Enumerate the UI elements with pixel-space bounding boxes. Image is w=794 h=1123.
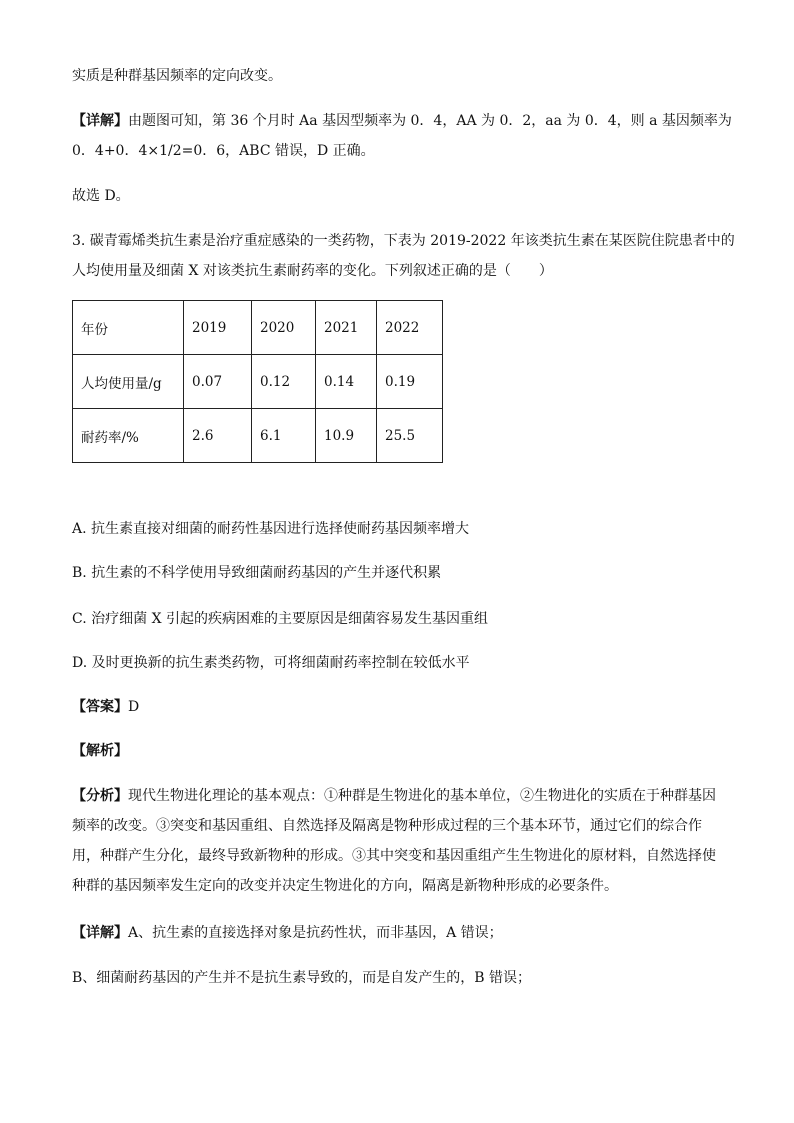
answer-value: D — [128, 699, 140, 715]
table-cell: 2022 — [377, 301, 443, 355]
table-cell: 25.5 — [377, 409, 443, 463]
option-b: B. 抗生素的不科学使用导致细菌耐药基因的产生并逐代积累 — [72, 565, 442, 581]
table-row — [73, 409, 443, 463]
detail-2-line-b: B、细菌耐药基因的产生并不是抗生素导致的，而是自发产生的，B 错误； — [72, 970, 532, 986]
table-cell: 6.1 — [252, 409, 316, 463]
table-cell: 2.6 — [184, 409, 252, 463]
table-cell: 0.07 — [184, 355, 252, 409]
table-cell: 0.14 — [316, 355, 377, 409]
table-cell: 2019 — [184, 301, 252, 355]
table-cell: 2020 — [252, 301, 316, 355]
table-cell: 0.12 — [252, 355, 316, 409]
detail-2-line-a — [72, 923, 503, 943]
intro-line: 实质是种群基因频率的定向改变。 — [72, 68, 282, 84]
detail-paragraph-1 — [72, 106, 732, 166]
analysis-line-4: 种群的基因频率发生定向的改变并决定生物进化的方向，隔离是新物种形成的必要条件。 — [72, 878, 618, 894]
analysis-line-3: 用，种群产生分化，最终导致新物种的形成。③其中突变和基因重组产生生物进化的原材料，自然选择使 — [72, 848, 716, 864]
table-cell: 2021 — [316, 301, 377, 355]
analysis-line-1: 现代生物进化理论的基本观点：①种群是生物进化的基本单位，②生物进化的实质在于种群基因 — [128, 788, 716, 804]
question-line-2: 人均使用量及细菌 X 对该类抗生素耐药率的变化。下列叙述正确的是（ ） — [72, 263, 553, 279]
detail-2-text-a: A、抗生素的直接选择对象是抗药性状，而非基因，A 错误； — [128, 925, 503, 941]
table-cell: 耐药率/% — [73, 409, 184, 463]
data-table — [72, 300, 443, 463]
detail-tag: 【详解】 — [72, 113, 128, 129]
table-header-row — [73, 301, 443, 355]
table-cell: 10.9 — [316, 409, 377, 463]
answer-line — [72, 697, 139, 717]
analysis-line-2: 频率的改变。③突变和基因重组、自然选择及隔离是物种形成过程的三个基本环节，通过它们的综合作 — [72, 818, 702, 834]
table-cell: 年份 — [73, 301, 184, 355]
option-a: A. 抗生素直接对细菌的耐药性基因进行选择使耐药基因频率增大 — [72, 521, 470, 537]
option-c: C. 治疗细菌 X 引起的疾病困难的主要原因是细菌容易发生基因重组 — [72, 611, 488, 627]
detail-2-tag: 【详解】 — [72, 925, 128, 941]
table-cell: 人均使用量/g — [73, 355, 184, 409]
analysis-tag: 【分析】 — [72, 788, 128, 804]
table-cell: 0.19 — [377, 355, 443, 409]
question-line-1: 3. 碳青霉烯类抗生素是治疗重症感染的一类药物，下表为 2019-2022 年该类抗生素在某医院住院患者中的 — [72, 233, 735, 249]
answer-tag: 【答案】 — [72, 699, 128, 715]
analysis-paragraph — [72, 781, 722, 901]
detail-text-line-1: 由题图可知，第 36 个月时 Aa 基因型频率为 0．4，AA 为 0．2，aa 为 0．4，则 a 基因频率为 — [128, 113, 732, 129]
analysis-heading: 【解析】 — [72, 743, 128, 759]
choose-line: 故选 D。 — [72, 188, 130, 204]
question-stem — [72, 226, 735, 286]
option-d: D. 及时更换新的抗生素类药物，可将细菌耐药率控制在较低水平 — [72, 655, 470, 671]
detail-text-line-2: 0．4+0．4×1/2=0．6，ABC 错误，D 正确。 — [72, 143, 375, 159]
table-row — [73, 355, 443, 409]
